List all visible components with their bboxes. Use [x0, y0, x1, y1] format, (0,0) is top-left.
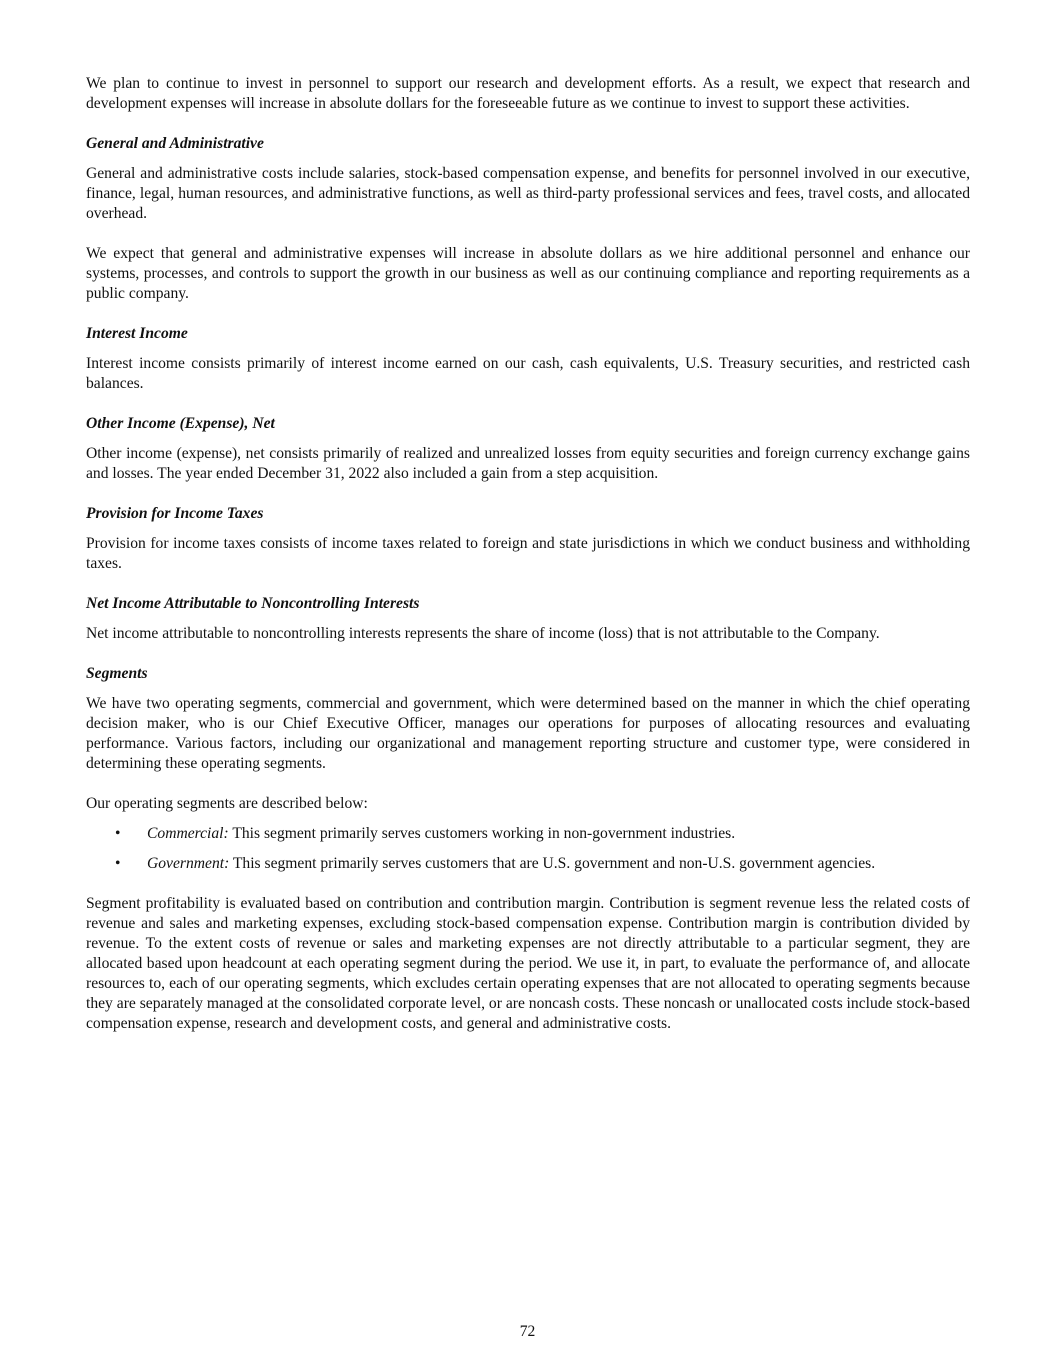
income-taxes-heading: Provision for Income Taxes: [86, 505, 264, 522]
list-item: [86, 854, 970, 874]
general-admin-paragraph-1: General and administrative costs include salaries, stock-based compensation expense, and benefits for personnel involved in our executive, finance, legal, human resources, and administrative functions, as well as third-party professional services and fees, travel costs, and allocated overhead.: [86, 165, 970, 222]
rd-paragraph: We plan to continue to invest in personnel to support our research and development efforts. As a result, we expect that research and development expenses will increase in absolute dollars for the foreseeable future as we continue to invest to support these activities.: [86, 75, 970, 112]
bullet-icon: •: [115, 855, 121, 872]
segments-heading: Segments: [86, 665, 148, 682]
segment-description: This segment primarily serves customers that are U.S. government and non-U.S. government agencies.: [229, 855, 876, 872]
segments-paragraph-3: Segment profitability is evaluated based on contribution and contribution margin. Contribution is segment revenue less the related costs of revenue and sales and marketing expenses, excluding stock-based compensation expense. Contribution margin is contribution divided by revenue. To the extent costs of revenue or sales and marketing expenses are not directly attributable to a particular segment, they are allocated based upon headcount at each operating segment during the period. We use it, in part, to evaluate the performance of, and allocate resources to, each of our operating segments, which excludes certain operating expenses that are not allocated to operating segments because they are separately managed at the consolidated corporate level, or are noncash costs. These noncash or unallocated costs include stock-based compensation expense, research and development costs, and general and administrative costs.: [86, 895, 970, 1032]
list-item: [86, 824, 970, 844]
document-page: [86, 74, 970, 1034]
segment-description: This segment primarily serves customers working in non-government industries.: [228, 825, 736, 842]
other-income-heading: Other Income (Expense), Net: [86, 415, 275, 432]
bullet-icon: •: [115, 825, 121, 842]
interest-income-heading: Interest Income: [86, 325, 188, 342]
segments-paragraph-1: We have two operating segments, commercial and government, which were determined based on the manner in which the chief operating decision maker, who is our Chief Executive Officer, manages our operations for purposes of allocating resources and evaluating performance. Various factors, including our organizational and management reporting structure and customer type, were considered in determining these operating segments.: [86, 695, 970, 772]
general-admin-heading: General and Administrative: [86, 135, 264, 152]
general-admin-paragraph-2: We expect that general and administrative expenses will increase in absolute dollars as we hire additional personnel and enhance our systems, processes, and controls to support the growth in our business as well as our continuing compliance and reporting requirements as a public company.: [86, 245, 970, 302]
page-number: 72: [519, 1323, 536, 1340]
segments-list: [86, 824, 970, 874]
segments-paragraph-2: Our operating segments are described below:: [86, 795, 368, 812]
income-taxes-paragraph: Provision for income taxes consists of income taxes related to foreign and state jurisdictions in which we conduct business and withholding taxes.: [86, 535, 970, 572]
segment-term: Commercial:: [147, 825, 229, 842]
nci-paragraph: Net income attributable to noncontrolling interests represents the share of income (loss) that is not attributable to the Company.: [86, 625, 880, 642]
interest-income-paragraph: Interest income consists primarily of interest income earned on our cash, cash equivalents, U.S. Treasury securities, and restricted cash balances.: [86, 355, 970, 392]
segment-term: Government:: [147, 855, 230, 872]
nci-heading: Net Income Attributable to Noncontrolling Interests: [86, 595, 420, 612]
other-income-paragraph: Other income (expense), net consists primarily of realized and unrealized losses from equity securities and foreign currency exchange gains and losses. The year ended December 31, 2022 also included a gain from a step acquisition.: [86, 445, 970, 482]
